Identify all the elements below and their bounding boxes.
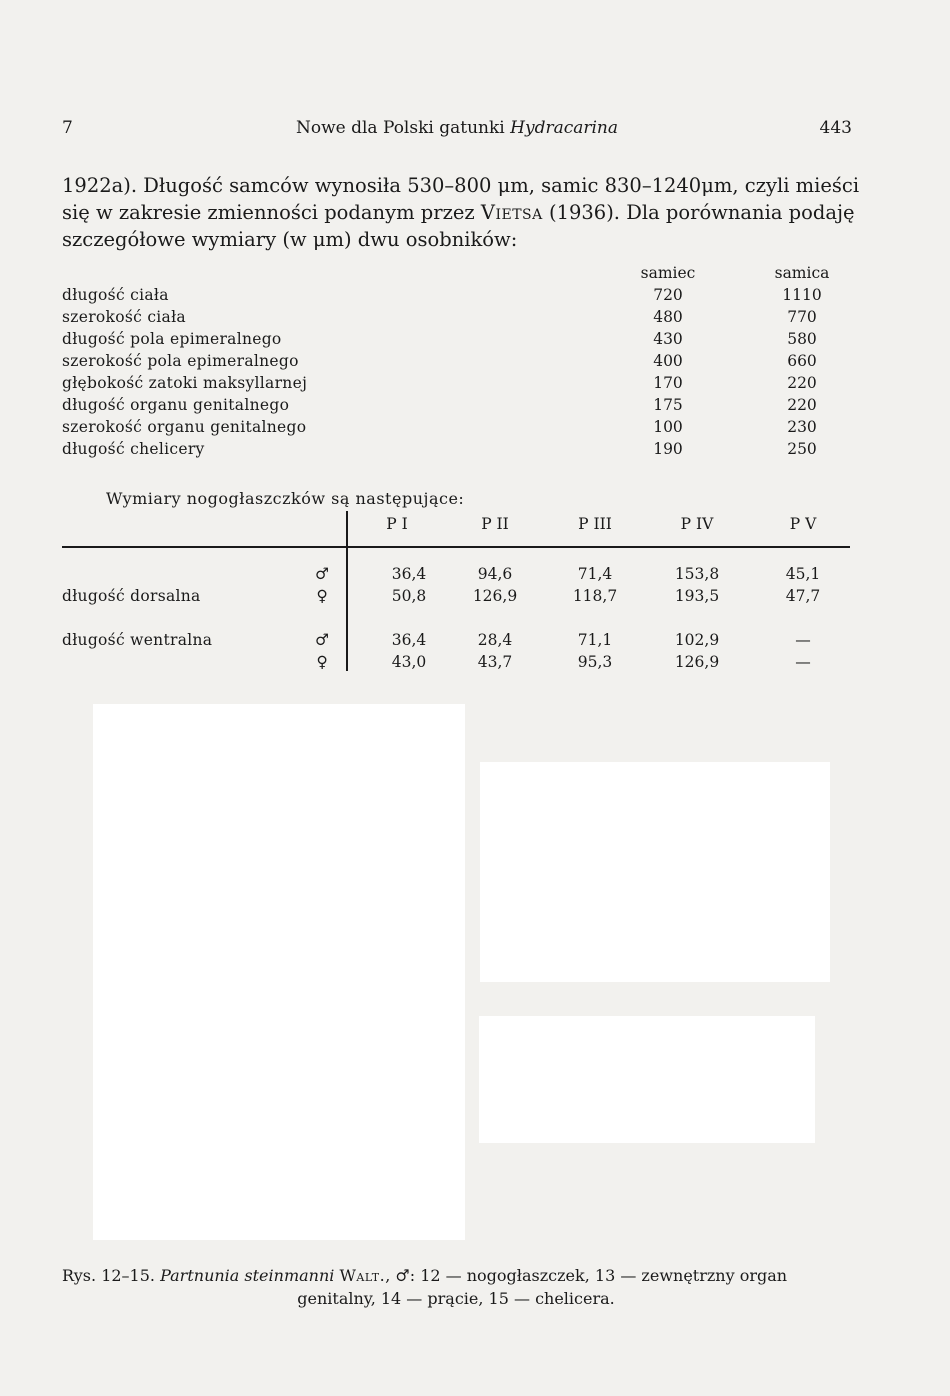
table-cell: 118,7 — [572, 587, 618, 605]
female-value: 1110 — [782, 286, 822, 304]
column-header: P II — [481, 515, 509, 533]
running-title-text: Nowe dla Polski gatunki — [295, 118, 505, 138]
column-header: P V — [789, 515, 817, 533]
caption-text: , ♂: 12 — nogogłaszczek, 13 — zewnętrzny organ — [385, 1266, 788, 1285]
table-row — [62, 330, 852, 352]
table-row — [62, 440, 852, 462]
table-cell: 193,5 — [674, 587, 720, 605]
paragraph-text: (1936). Dla porównania podaję — [548, 201, 855, 224]
row-label: długość ciała — [62, 286, 169, 304]
column-header: P I — [386, 515, 408, 533]
caption-line: genitalny, 14 — prącie, 15 — chelicera. — [297, 1289, 615, 1308]
female-value: 220 — [787, 396, 817, 414]
row-label: głębokość zatoki maksyllarnej — [62, 374, 308, 392]
row-label: długość pola epimeralnego — [62, 330, 282, 348]
male-value: 100 — [653, 418, 683, 436]
palp-table — [62, 511, 850, 671]
female-value: 660 — [787, 352, 817, 370]
row-label-ventral: długość wentralna — [62, 631, 213, 649]
table-row — [62, 396, 852, 418]
table-cell: 45,1 — [785, 565, 821, 583]
row-label: szerokość pola epimeralnego — [62, 352, 299, 370]
table-cell: 102,9 — [674, 631, 720, 649]
male-value: 190 — [653, 440, 683, 458]
male-symbol: ♂ — [315, 565, 329, 583]
caption-prefix: Rys. 12–15. — [62, 1266, 155, 1285]
running-title — [62, 118, 852, 138]
table-cell: — — [795, 631, 811, 649]
figure-panel-top-right — [480, 762, 830, 982]
table-cell: 50,8 — [391, 587, 427, 605]
table-row — [62, 308, 852, 330]
measurements-table — [62, 264, 852, 462]
male-value: 720 — [653, 286, 683, 304]
row-label: szerokość ciała — [62, 308, 186, 326]
table-cell: 47,7 — [785, 587, 821, 605]
author-citation: Vietsa — [480, 201, 543, 224]
table-cell: 36,4 — [391, 631, 427, 649]
section-number: 7 — [62, 118, 73, 138]
caption-author: Walt. — [339, 1266, 386, 1285]
table-row — [62, 352, 852, 374]
page-number: 443 — [819, 118, 852, 138]
female-value: 250 — [787, 440, 817, 458]
table-cell: 153,8 — [674, 565, 720, 583]
table-cell: 126,9 — [674, 653, 720, 671]
figure-panel-bottom-right — [479, 1016, 815, 1143]
figure-panel-left — [93, 704, 465, 1240]
male-value: 175 — [653, 396, 683, 414]
column-header: P III — [578, 515, 612, 533]
paragraph-line: 1922a). Długość samców wynosiła 530–800 μm, samic 830–1240μm, czyli mieści — [62, 174, 860, 197]
table-cell: 36,4 — [391, 565, 427, 583]
female-value: 220 — [787, 374, 817, 392]
table-cell: 43,0 — [391, 653, 427, 671]
row-label: długość organu genitalnego — [62, 396, 290, 414]
running-header — [62, 118, 852, 142]
female-value: 230 — [787, 418, 817, 436]
table-cell: 126,9 — [472, 587, 518, 605]
row-label: szerokość organu genitalnego — [62, 418, 307, 436]
column-header-female: samica — [774, 264, 830, 282]
table-cell: 94,6 — [477, 565, 513, 583]
female-symbol: ♀ — [316, 587, 328, 605]
paragraph-line — [62, 199, 855, 226]
table-cell: — — [795, 653, 811, 671]
caption-line — [62, 1264, 850, 1287]
table-cell: 95,3 — [577, 653, 613, 671]
row-label-dorsal: długość dorsalna — [62, 587, 201, 605]
table-vertical-rule — [346, 511, 348, 671]
table-cell: 43,7 — [477, 653, 513, 671]
table-cell: 71,1 — [577, 631, 613, 649]
body-paragraph — [62, 172, 860, 253]
table-cell: 71,4 — [577, 565, 613, 583]
column-header-male: samiec — [640, 264, 696, 282]
paragraph-line: szczegółowe wymiary (w μm) dwu osobników: — [62, 228, 518, 251]
caption-species: Partnunia steinmanni — [160, 1266, 335, 1285]
row-label: długość chelicery — [62, 440, 205, 458]
running-title-taxon: Hydracarina — [510, 118, 619, 138]
male-value: 480 — [653, 308, 683, 326]
table-row — [62, 286, 852, 308]
table-header-row — [62, 264, 852, 286]
palp-table-intro: Wymiary nogogłaszczków są następujące: — [106, 489, 465, 508]
male-value: 430 — [653, 330, 683, 348]
male-value: 400 — [653, 352, 683, 370]
figure-caption — [62, 1264, 850, 1310]
paragraph-text: się w zakresie zmienności podanym przez — [62, 201, 475, 224]
table-horizontal-rule — [62, 546, 850, 548]
column-header: P IV — [680, 515, 714, 533]
table-row — [62, 374, 852, 396]
male-symbol: ♂ — [315, 631, 329, 649]
male-value: 170 — [653, 374, 683, 392]
table-cell: 28,4 — [477, 631, 513, 649]
female-symbol: ♀ — [316, 653, 328, 671]
female-value: 770 — [787, 308, 817, 326]
table-row — [62, 418, 852, 440]
female-value: 580 — [787, 330, 817, 348]
